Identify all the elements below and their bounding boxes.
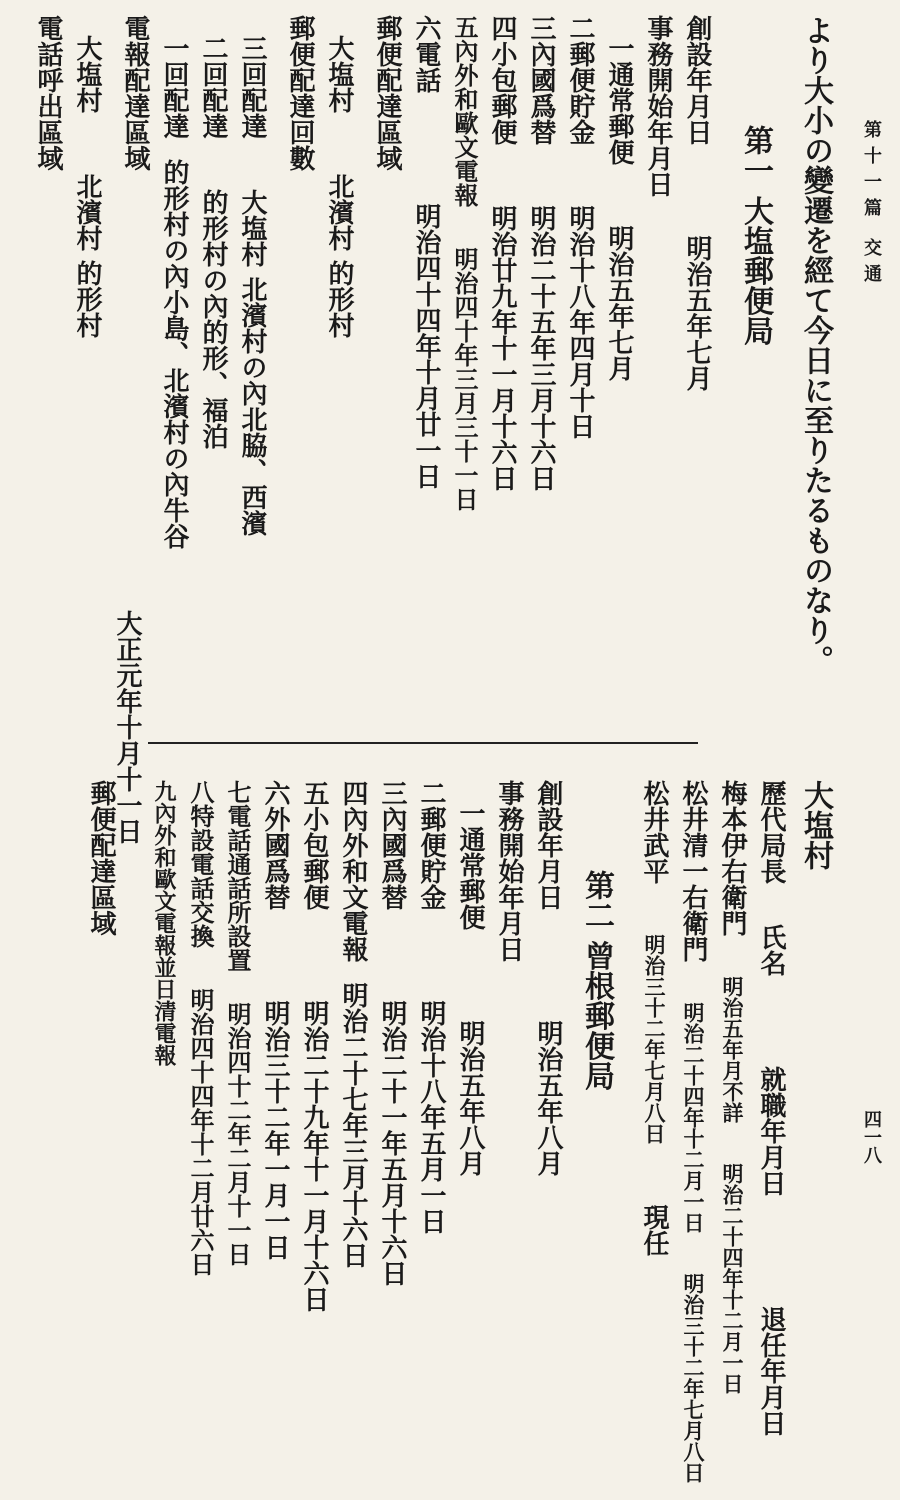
office2-row: 五小包郵便明治二十九年十一月十六日 (299, 780, 329, 1312)
office2-row: 創設年月日明治五年八月 (533, 780, 563, 1176)
office1-row: 一回配達的形村の內小島、北濱村の內牛谷 (159, 35, 189, 549)
office2-row: 三內國爲替明治二十一年五月十六日 (377, 780, 407, 1286)
office1-row: 電報配達區域 (120, 15, 150, 171)
office1-row: 一通常郵便明治五年七月 (604, 35, 634, 381)
office1-row: 二郵便貯金明治十八年四月十日 (565, 15, 595, 439)
page-number: 四一八 (861, 1110, 882, 1164)
office1-row: 三回配達大塩村 北濱村の內北脇、西濱 (237, 35, 267, 537)
office2-title: 第二 曾根郵便局 (579, 870, 614, 1091)
office2-row: 郵便配達區域 (86, 780, 116, 936)
office1-row: 大塩村北濱村 的形村 (72, 35, 102, 339)
office1-row: 四小包郵便明治廿九年十一月十六日 (487, 15, 517, 491)
bottom-section (10, 610, 833, 1490)
chief-row: 松井清一右衛門明治二十四年十二月一日明治三十二年七月八日 (678, 780, 708, 1483)
office1-row: 大塩村北濱村 的形村 (324, 35, 354, 339)
office2-row: 一通常郵便明治五年八月 (455, 800, 485, 1176)
office1-row: 三內國爲替明治二十五年三月十六日 (526, 15, 556, 491)
section-divider (148, 742, 698, 744)
office2-row: 九內外和歐文電報並日清電報 (151, 780, 177, 1066)
office1-row: 六電話明治四十四年十月廿一日 (411, 15, 441, 489)
office2-row: 七電話通話所設置明治四十二年二月十一日 (223, 780, 252, 1266)
chiefs-table-title: 歷代局長氏名就職年月日退任年月日 (756, 780, 786, 1436)
office1-row: 二回配達的形村の內的形、福泊 (198, 35, 228, 449)
office2-row: 事務開始年月日 (494, 780, 524, 962)
intro-text: より大小の變遷を經て今日に至りたるものなり。 (798, 15, 833, 675)
office1-row: 電話呼出區域 (33, 15, 63, 171)
office1-row: 郵便配達回數 (285, 15, 315, 171)
office1-row: 創設年月日明治五年七月 (682, 15, 712, 391)
office2-row: 六外國爲替明治三十二年一月一日 (260, 780, 290, 1260)
office2-row: 大正元年十月十一日 (112, 610, 142, 844)
office2-row: 二郵便貯金明治十八年五月一日 (416, 780, 446, 1234)
office1-title: 第一 大塩郵便局 (738, 125, 773, 346)
office1-row: 五內外和歐文電報明治四十年三月三十一日 (450, 15, 479, 511)
chapter-header: 第十一篇 交通 (861, 120, 882, 291)
office2-row: 四內外和文電報明治二十七年三月十六日 (338, 780, 368, 1268)
office2-row: 八特設電話交換明治四十四年十二月廿六日 (186, 780, 215, 1276)
office1-row: 事務開始年月日 (643, 15, 673, 197)
office1-continued-heading: 大塩村 (798, 780, 833, 870)
chief-row: 梅本伊右衛門明治五年月不詳明治二十四年十二月一日 (717, 780, 747, 1394)
chief-row: 松井武平明治三十二年七月八日現任 (639, 780, 669, 1256)
office1-row: 郵便配達區域 (372, 15, 402, 171)
